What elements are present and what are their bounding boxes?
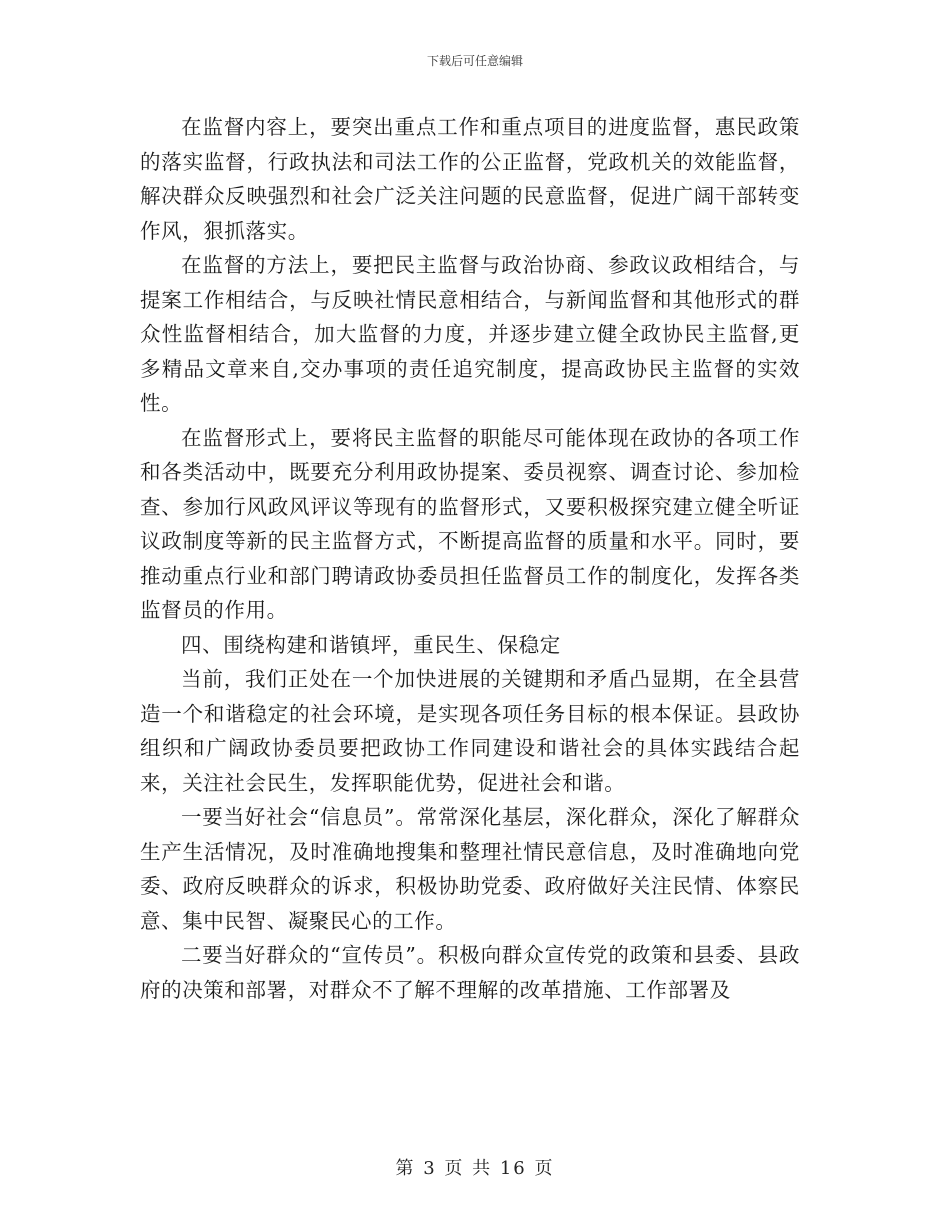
paragraph-current-situation: 当前，我们正处在一个加快进展的关键期和矛盾凸显期，在全县营造一个和谐稳定的社会环境，是实现各项任务目标的根本保证。县政协组织和广阔政协委员要把政协工作同建设和谐社会的具体实践结合起来，关注社会民生，发挥职能优势，促进社会和谐。 — [140, 667, 800, 795]
paragraph-information-officer: 一要当好社会“信息员”。常常深化基层，深化群众，深化了解群众生产生活情况，及时准确地搜集和整理社情民意信息，及时准确地向党委、政府反映群众的诉求，积极协助党委、政府做好关注民情、体察民意、集中民智、凝聚民心的工作。 — [140, 805, 800, 933]
paragraph-supervision-content: 在监督内容上，要突出重点工作和重点项目的进度监督，惠民政策的落实监督，行政执法和司法工作的公正监督，党政机关的效能监督，解决群众反映强烈和社会广泛关注问题的民意监督，促进广阔干部转变作风，狠抓落实。 — [140, 115, 800, 243]
paragraph-publicity-officer: 二要当好群众的“宣传员”。积极向群众宣传党的政策和县委、县政府的决策和部署，对群众不了解不理解的改革措施、工作部署及 — [140, 943, 800, 1002]
document-body — [140, 110, 800, 1007]
paragraph-supervision-form: 在监督形式上，要将民主监督的职能尽可能体现在政协的各项工作和各类活动中，既要充分利用政协提案、委员视察、调查讨论、参加检查、参加行风政风评议等现有的监督形式，又要积极探究建立健全听证议政制度等新的民主监督方式，不断提高监督的质量和水平。同时，要推动重点行业和部门聘请政协委员担任监督员工作的制度化，发挥各类监督员的作用。 — [140, 425, 800, 622]
page-number-footer: 第 3 页 共 16 页 — [395, 1158, 555, 1179]
paragraph-supervision-method: 在监督的方法上，要把民主监督与政治协商、参政议政相结合，与提案工作相结合，与反映社情民意相结合，与新闻监督和其他形式的群众性监督相结合，加大监督的力度，并逐步建立健全政协民主监督,更多精品文章来自,交办事项的责任追究制度，提高政协民主监督的实效性。 — [140, 253, 800, 415]
section-heading-four: 四、围绕构建和谐镇坪，重民生、保稳定 — [181, 632, 561, 657]
page-header-note: 下载后可任意编辑 — [426, 54, 523, 68]
